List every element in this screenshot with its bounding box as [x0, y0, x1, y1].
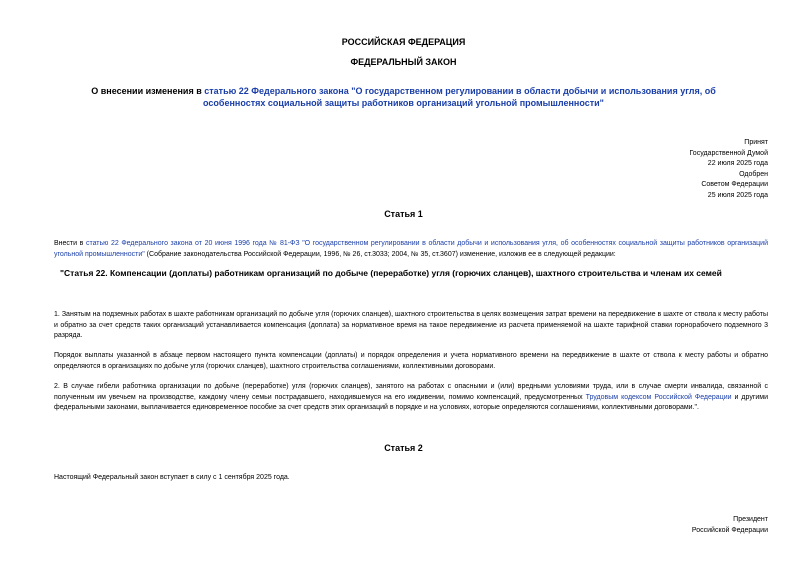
intro-law-link[interactable]: статью 22 Федерального закона от 20 июня 1996 года № 81-ФЗ "О государственном регулировании в области добычи и использования угля, об особенностях социальной защиты работников организаций угольной промышленности"	[54, 240, 768, 258]
article-1-heading: Статья 1	[384, 209, 423, 219]
intro-suffix: (Собрание законодательства Российской Федерации, 1996, № 26, ст.3033; 2004, № 35, ст.3607) изменение, изложив ее в следующей редакции:	[144, 250, 616, 258]
article-22-title: "Статья 22. Компенсации (доплаты) работникам организаций по добыче (переработке) угля (горючих сланцев), шахтного строительства и членам их семей	[60, 268, 722, 278]
paragraph-2: Порядок выплаты указанной в абзаце первом настоящего пункта компенсации (доплаты) и порядок определения и учета нормативного времени на передвижение в шахте от ствола к месту работы и обратно определяются в организациях по добыче угля (горючих сланцев), шахтного строительства соглашениями, коллективными договорами.	[54, 352, 768, 370]
signature-block	[692, 515, 768, 536]
article-1-intro	[54, 239, 768, 260]
law-title-link[interactable]: статью 22 Федерального закона "О государственном регулировании в области добычи и использования угля, об особенностях социальной защиты работников организаций угольной промышленности"	[203, 86, 716, 108]
adoption-line: 22 июля 2025 года	[707, 160, 768, 167]
paragraph-1: 1. Занятым на подземных работах в шахте работникам организаций по добыче угля (горючих сланцев), шахтного строительства в целях возмещения затрат времени на передвижение в шахте от ствола к месту работы и обратно за счет средств таких организаций устанавливается компенсация (доплата) за нормативное время на такое передвижение из расчета применяемой на шахте тарифной ставки горнорабочего подземного 3 разряда.	[54, 311, 768, 339]
adoption-line: 25 июля 2025 года	[707, 191, 768, 199]
country-heading: РОССИЙСКАЯ ФЕДЕРАЦИЯ	[341, 37, 466, 47]
article-2-heading: Статья 2	[384, 443, 423, 453]
signature-line: Президент	[733, 516, 768, 523]
law-title	[60, 85, 747, 109]
adoption-line: Советом Федерации	[701, 181, 768, 188]
signature-line: Российской Федерации	[691, 526, 768, 534]
paragraph-3-part1: 2. В случае гибели работника организации по добыче (переработке) угля (горючих сланцев), занятого на работах с опасными и (или) вредными условиями труда, или в случае смерти инвалида, связанной с полученным им увечьем на производстве, каждому члену семьи пострадавшего, находившемуся на его иждивении, помимо компенсаций, предусмотренных	[54, 383, 768, 401]
intro-prefix: Внести в	[54, 240, 86, 247]
adoption-line: Принят	[744, 139, 768, 146]
law-title-prefix: О внесении изменения в	[91, 86, 205, 96]
adoption-block	[689, 138, 768, 201]
adoption-line: Государственной Думой	[689, 149, 768, 157]
labor-code-link[interactable]: Трудовым кодексом Российской Федерации	[585, 393, 732, 401]
paragraph-3	[54, 382, 768, 414]
doc-type-heading: ФЕДЕРАЛЬНЫЙ ЗАКОН	[350, 57, 457, 67]
paragraph-3-part2: и другими федеральными законами, выплачивается единовременное пособие за счет средств этих организаций в порядке и на условиях, которые определяются соглашениями, коллективными договорами.".	[54, 393, 769, 411]
adoption-line: Одобрен	[739, 170, 768, 178]
article-2-text: Настоящий Федеральный закон вступает в силу с 1 сентября 2025 года.	[54, 474, 290, 481]
